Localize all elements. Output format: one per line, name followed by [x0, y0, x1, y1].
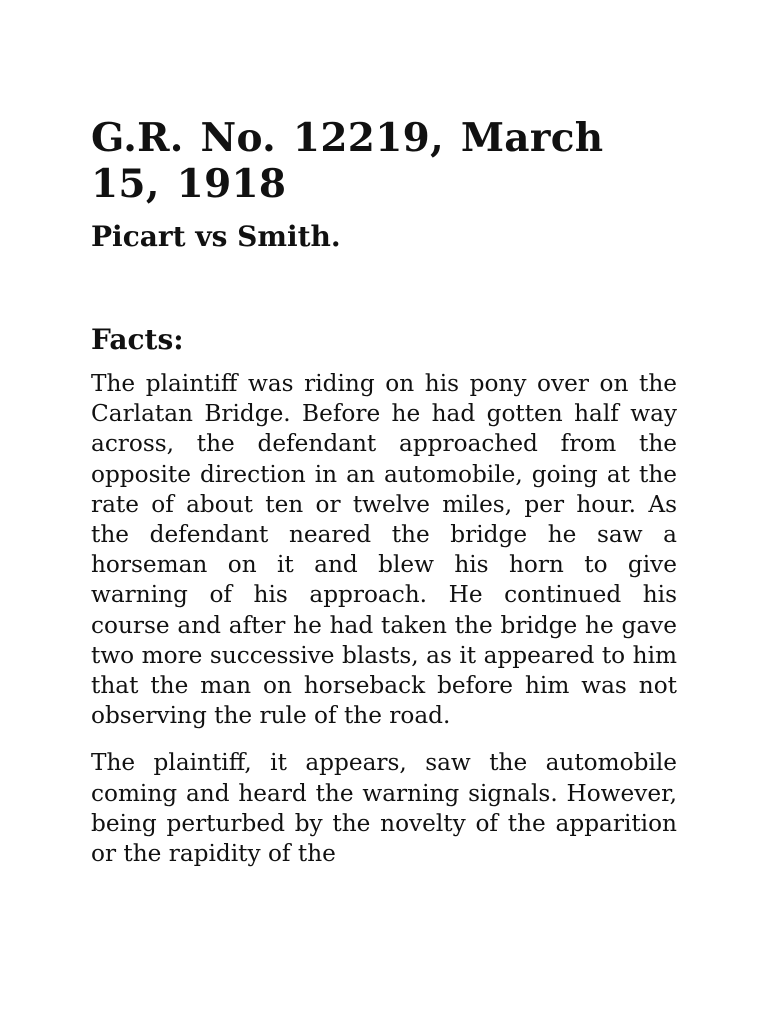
- document-page: [91, 0, 677, 869]
- section-heading-facts: Facts:: [91, 323, 184, 356]
- facts-paragraph-1: The plaintiff was riding on his pony over on the Carlatan Bridge. Before he had gotten half way across, the defendant approached from the opposite direction in an automobile, going at the rate of about ten or twelve miles, per hour. As the defendant neared the bridge he saw a horseman on it and blew his horn to give warning of his approach. He continued his course and after he had taken the bridge he gave two more successive blasts, as it appeared to him that the man on horseback before him was not observing the rule of the road.: [91, 370, 677, 730]
- facts-paragraph-2: The plaintiff, it appears, saw the automobile coming and heard the warning signals. However, being perturbed by the novelty of the apparition or the rapidity of the: [91, 749, 677, 868]
- case-subtitle: Picart vs Smith.: [91, 220, 341, 253]
- case-title: G.R. No. 12219, March 15, 1918: [91, 115, 604, 207]
